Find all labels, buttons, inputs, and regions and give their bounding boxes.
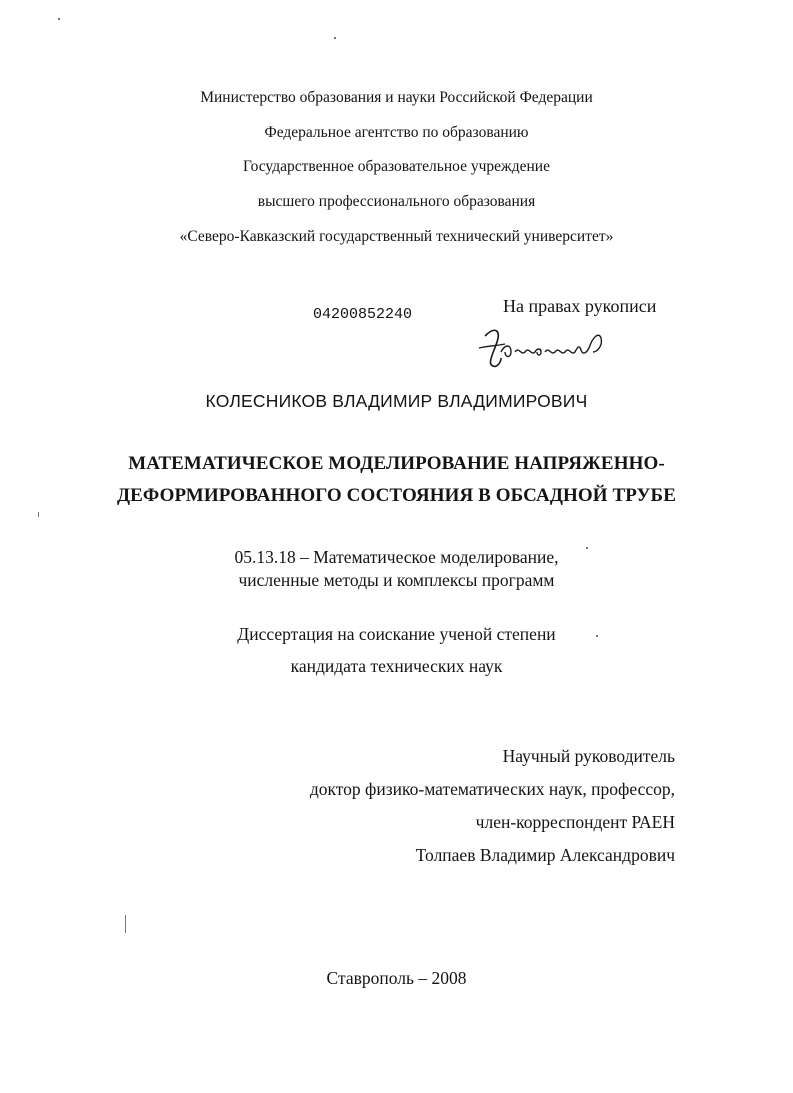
scan-speck (125, 915, 126, 933)
scan-speck (596, 635, 598, 637)
agency-line: Федеральное агентство по образованию (264, 124, 529, 141)
specialty-line-2: численные методы и комплексы программ (238, 570, 555, 590)
education-level-line: высшего профессионального образования (257, 193, 536, 210)
scan-speck (586, 547, 588, 549)
scan-speck (334, 37, 336, 39)
supervisor-role: Научный руководитель (502, 746, 675, 766)
degree-line-2: кандидата технических наук (290, 656, 503, 676)
thesis-title-line-1: МАТЕМАТИЧЕСКОЕ МОДЕЛИРОВАНИЕ НАПРЯЖЕННО- (128, 453, 665, 474)
scan-speck (38, 512, 39, 517)
supervisor-name: Толпаев Владимир Александрович (415, 845, 675, 865)
specialty-line-1: 05.13.18 – Математическое моделирование, (234, 547, 559, 567)
manuscript-rights-label: На правах рукописи (503, 296, 657, 316)
degree-line-1: Диссертация на соискание ученой степени (237, 624, 556, 644)
city-year: Ставрополь – 2008 (326, 968, 467, 988)
supervisor-membership: член-корреспондент РАЕН (475, 812, 675, 832)
signature-text: Колесников (545, 368, 550, 369)
thesis-title-line-2: ДЕФОРМИРОВАННОГО СОСТОЯНИЯ В ОБСАДНОЙ ТРУБЕ (116, 485, 676, 506)
institution-line: Государственное образовательное учреждение (243, 158, 550, 175)
author-name: КОЛЕСНИКОВ ВЛАДИМИР ВЛАДИМИРОВИЧ (205, 391, 588, 411)
handwritten-signature (475, 322, 615, 370)
supervisor-degree: доктор физико-математических наук, профессор, (309, 779, 675, 799)
ministry-line: Министерство образования и науки Российской Федерации (200, 89, 593, 106)
university-line: «Северо-Кавказский государственный технический университет» (179, 228, 614, 245)
scan-speck (58, 18, 60, 20)
archive-number: 04200852240 (313, 306, 413, 323)
